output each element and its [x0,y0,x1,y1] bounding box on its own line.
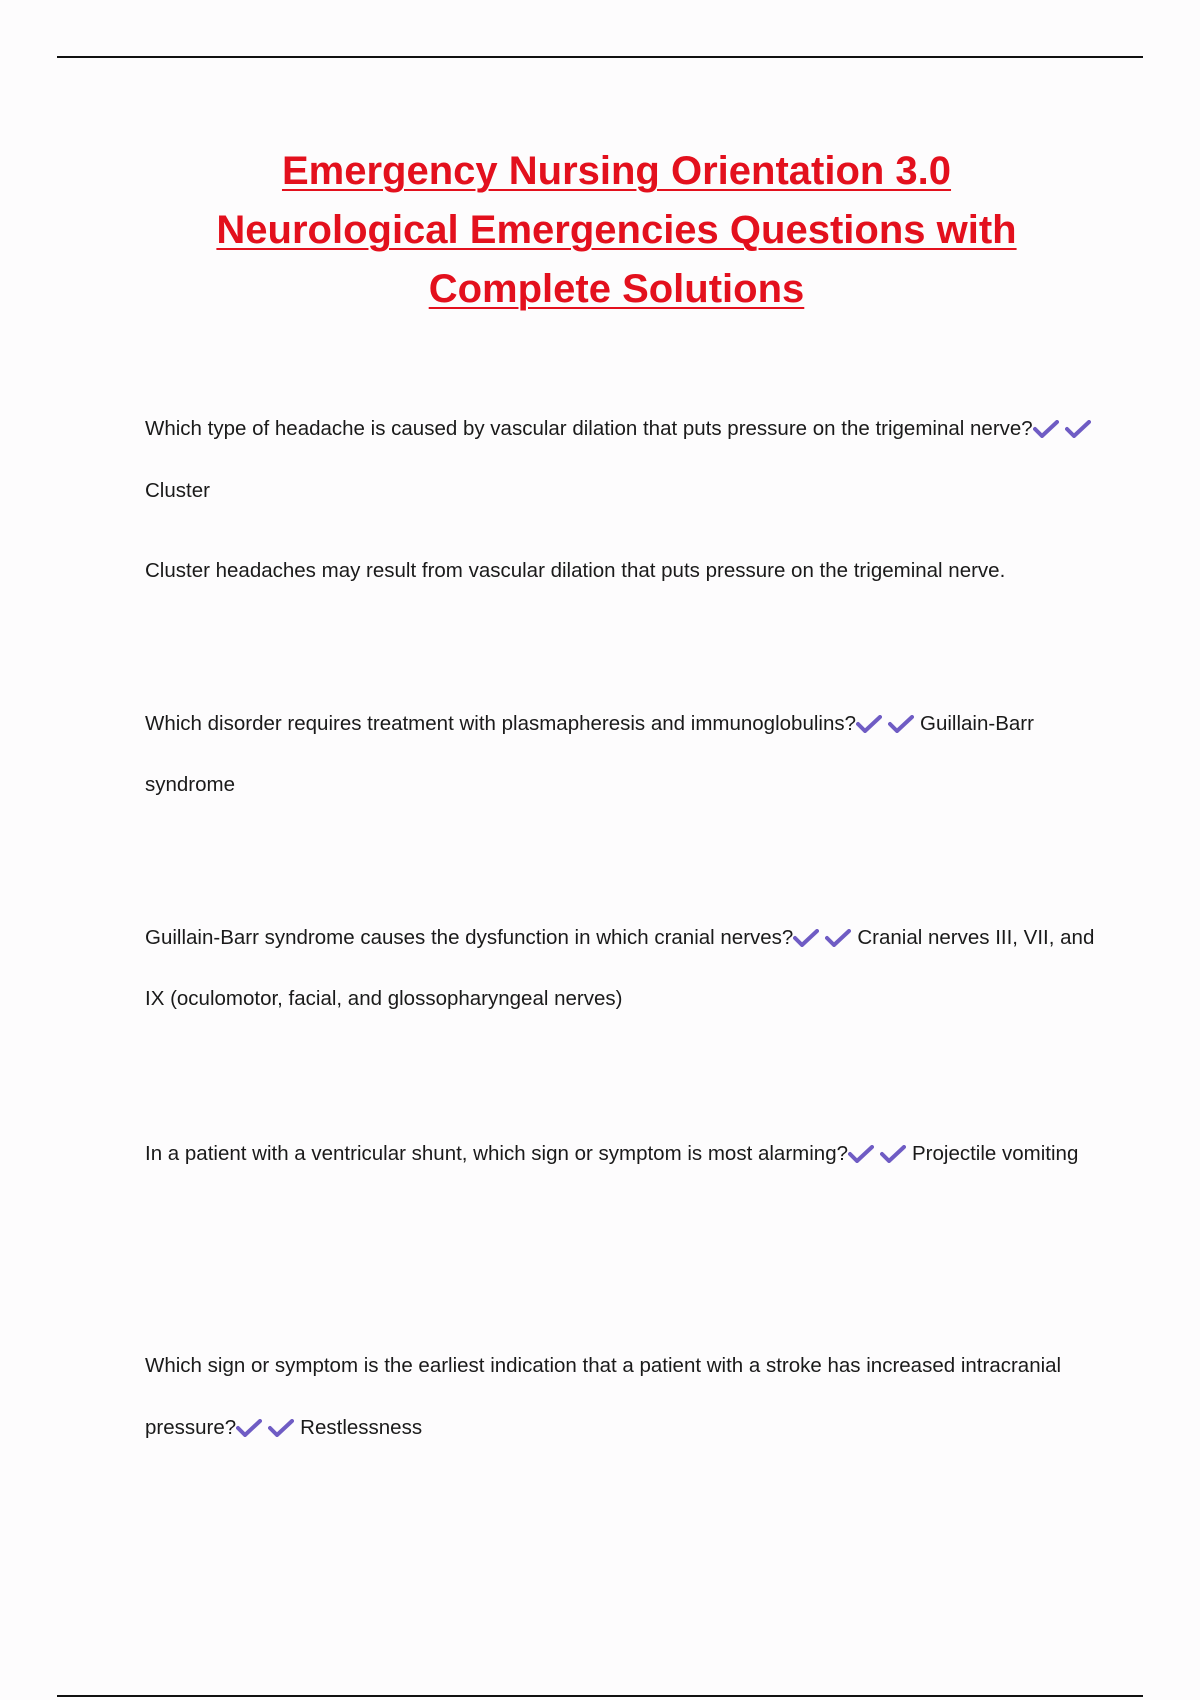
check-icon [236,1419,262,1437]
explanation-text: Cluster headaches may result from vascular dilation that puts pressure on the trigeminal nerve. [145,559,1006,582]
qa-item-5 [145,1335,1100,1459]
question-text: In a patient with a ventricular shunt, which sign or symptom is most alarming? [145,1142,848,1165]
check-icon [856,715,882,733]
check-icon [793,929,819,947]
qa-item-4 [145,1123,1100,1184]
answer-text: Restlessness [300,1416,423,1439]
check-icon [880,1145,906,1163]
document-title [100,142,1133,319]
title-line-3: Complete Solutions [428,267,805,311]
check-icon [825,929,851,947]
qa-item-3 [145,907,1100,1029]
check-icon [848,1145,874,1163]
check-icon [888,715,914,733]
title-line-1: Emergency Nursing Orientation 3.0 [281,149,952,193]
check-icon [1033,420,1059,438]
check-icon [268,1419,294,1437]
check-icon [1065,420,1091,438]
answer-text: Cranial nerves III, VII, and IX (oculomotor, facial, and glossopharyngeal nerves) [145,926,1095,1010]
title-line-2: Neurological Emergencies Questions with [216,208,1017,252]
question-text: Which type of headache is caused by vascular dilation that puts pressure on the trigeminal nerve? [145,417,1033,440]
question-text: Guillain-Barr syndrome causes the dysfunction in which cranial nerves? [145,926,794,949]
answer-text: Guillain-Barr syndrome [145,712,1034,796]
qa-item-2 [145,693,1100,815]
top-rule [57,56,1143,58]
answer-text: Cluster [145,479,210,502]
question-text: Which sign or symptom is the earliest indication that a patient with a stroke has increased intracranial pressure? [145,1354,1062,1439]
answer-text: Projectile vomiting [912,1142,1079,1165]
bottom-rule [57,1695,1143,1697]
qa-item-1 [145,398,1100,522]
question-text: Which disorder requires treatment with plasmapheresis and immunoglobulins? [145,712,857,735]
